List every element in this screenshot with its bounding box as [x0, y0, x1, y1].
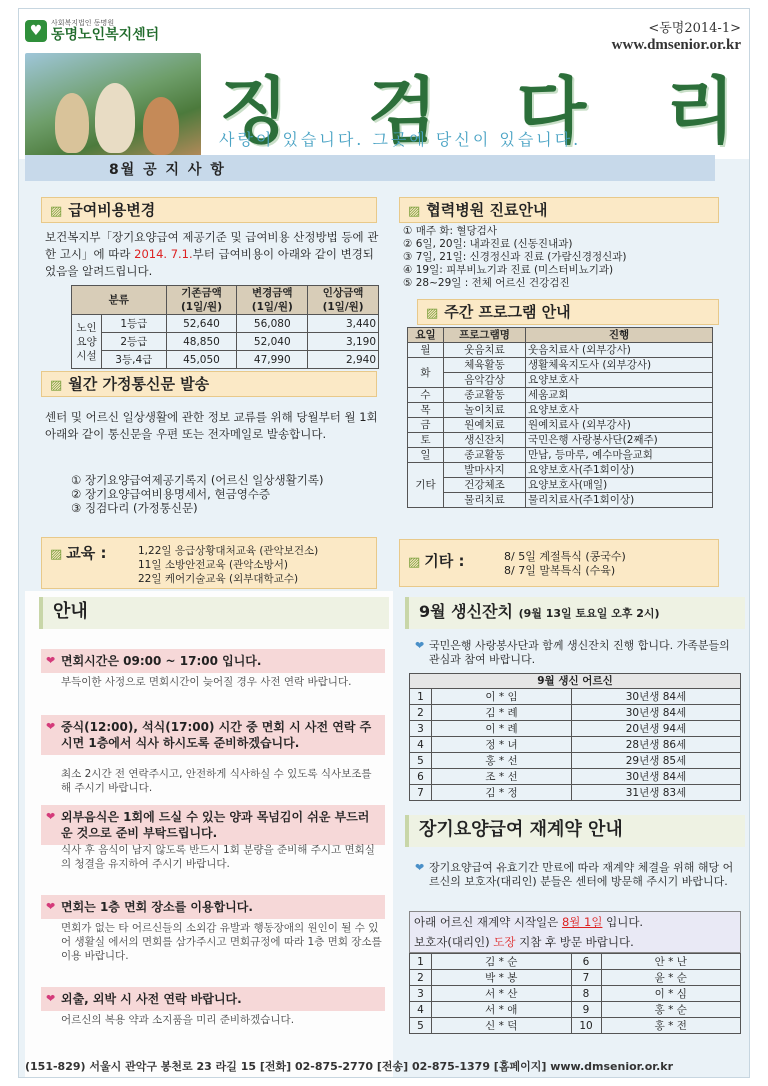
table-cell: 금: [408, 418, 444, 433]
title-char-2: 검: [367, 69, 442, 153]
table-cell: 2: [410, 970, 432, 986]
table-cell: 5: [410, 753, 432, 769]
table-cell: 45,050: [166, 351, 237, 369]
table-cell: 토: [408, 433, 444, 448]
table-cell: 1: [410, 954, 432, 970]
birthday-intro: [415, 639, 741, 667]
table-cell: 웃음치료: [444, 343, 526, 358]
header: [19, 9, 750, 159]
title-char-1: 징: [219, 69, 293, 153]
renewal-line-2-pre: 보호자(대리인): [414, 935, 494, 949]
heart-logo-icon: ♥: [25, 20, 47, 42]
table-cell: 9: [571, 1002, 601, 1018]
guide-item-2-title: [41, 715, 385, 755]
table-cell: 1등급: [102, 315, 167, 333]
org-subtitle: 사회복지법인 동명원: [51, 19, 115, 27]
list-item: ② 장기요양급여비용명세서, 현금영수증: [71, 487, 271, 501]
table-cell: 1: [410, 689, 432, 705]
table-cell: 정 * 녀: [432, 737, 572, 753]
table-cell: 56,080: [237, 315, 308, 333]
table-cell: 월: [408, 343, 444, 358]
guide-panel: [25, 591, 393, 1078]
table-cell: 김 * 례: [432, 705, 572, 721]
table-cell: 20년생 94세: [572, 721, 741, 737]
guide-item-5-body: 어르신의 복용 약과 소지품을 미리 준비하겠습니다.: [61, 1014, 295, 1026]
education-label: [50, 542, 107, 563]
birthday-table: [409, 673, 741, 801]
table-cell: 웃음치료사 (외부강사): [526, 343, 713, 358]
table-cell: 5: [410, 1018, 432, 1034]
guide-item-3-body: 식사 후 음식이 남지 않도록 반드시 1회 분량을 준비해 주시고 면회실의 청결을 유지하여 주시기 바랍니다.: [61, 844, 375, 870]
table-cell: 건강체조: [444, 478, 526, 493]
table-cell: 3,190: [308, 333, 379, 351]
birthday-table-title: 9월 생신 어르신: [410, 674, 741, 689]
heart-icon: ❤: [415, 861, 425, 874]
list-item: ③ 7일, 21일: 신경정신과 진료 (가람신경정신과): [403, 251, 627, 263]
pencil-icon: ▨: [408, 555, 421, 570]
table-cell: 6: [410, 769, 432, 785]
table-cell: 2: [410, 705, 432, 721]
title-char-4: 리: [665, 69, 739, 153]
table-cell: 원예치료사 (외부강사): [526, 418, 713, 433]
benefit-para-pre: 보건복지부「장기요양급여 제공기준 및 급여비용 산정방법 등에 관한 고시」에 따라: [45, 230, 379, 261]
etc-label: [408, 550, 465, 571]
education-box: [41, 537, 377, 589]
guide-item-title-text: 중식(12:00), 석식(17:00) 시간 중 면회 시 사전 연락 주시면 1층에서 식사 하시도록 준비하겠습니다.: [61, 720, 372, 750]
table-cell: 생활체육지도사 (외부강사): [526, 358, 713, 373]
benefit-heading: [41, 197, 377, 223]
table-cell: 4: [410, 1002, 432, 1018]
renewal-table: [409, 953, 741, 1034]
renewal-line-1: [414, 912, 740, 932]
elderly-photo: [25, 53, 201, 157]
table-cell: 물리치료: [444, 493, 526, 508]
newsletter-page: [18, 8, 750, 1078]
logo: [25, 19, 159, 43]
table-cell: 28년생 86세: [572, 737, 741, 753]
birthday-heading: [405, 597, 745, 629]
renewal-line-2: [414, 932, 740, 952]
table-cell: 목: [408, 403, 444, 418]
benefit-table: [71, 285, 379, 369]
heart-icon: ❤: [46, 720, 56, 733]
table-cell: 홍 * 전: [601, 1018, 741, 1034]
table-cell: 일: [408, 448, 444, 463]
table-cell: 3: [410, 986, 432, 1002]
guide-heading: 안내: [39, 597, 389, 629]
renewal-line-1-pre: 아래 어르신 재계약 시작일은: [414, 915, 562, 929]
list-item: ④ 19일: 피부비뇨기과 진료 (미스터비뇨기과): [403, 264, 614, 276]
table-cell: 발마사지: [444, 463, 526, 478]
list-item: 8/ 5일 계절특식 (콩국수): [504, 550, 626, 563]
weekly-th: 요일: [408, 328, 444, 343]
table-cell: 3등,4급: [102, 351, 167, 369]
table-cell: 7: [410, 785, 432, 801]
benefit-paragraph: [45, 229, 385, 280]
org-name: 동명노인복지센터: [51, 27, 160, 43]
weekly-heading-text: 주간 프로그램 안내: [444, 303, 571, 321]
table-cell: 2,940: [308, 351, 379, 369]
list-item: ① 장기요양급여제공기록지 (어르신 일상생활기록): [71, 473, 324, 487]
renewal-line-2-post: 지참 후 방문 바랍니다.: [515, 935, 634, 949]
pencil-icon: ▨: [408, 204, 421, 219]
table-cell: 7: [571, 970, 601, 986]
renewal-intro-text: 장기요양급여 유효기간 만료에 따라 재계약 체결을 위해 해당 어르신의 보호자(대리인) 분들은 센터에 방문해 주시기 바랍니다.: [429, 861, 734, 888]
footer-contact: (151-829) 서울시 관악구 봉천로 23 라길 15 [전화] 02-875-2770 [전송] 02-875-1379 [홈페이지] www.dmsenior.or.kr: [25, 1060, 674, 1073]
table-cell: 종교활동: [444, 448, 526, 463]
guide-item-5-title: [41, 987, 385, 1011]
guide-item-title-text: 외출, 외박 시 사전 연락 바랍니다.: [61, 992, 242, 1006]
table-cell: 30년생 84세: [572, 689, 741, 705]
issue-number: <동명2014-1>: [648, 21, 741, 36]
table-cell: 이 * 례: [432, 721, 572, 737]
list-item: ② 6일, 20일: 내과진료 (신동진내과): [403, 238, 573, 250]
table-cell: 3,440: [308, 315, 379, 333]
benefit-heading-text: 급여비용변경: [68, 201, 156, 219]
table-cell: 10: [571, 1018, 601, 1034]
table-cell: 요양보호사(매일): [526, 478, 713, 493]
etc-list: [504, 550, 626, 578]
newsletter-list: [71, 473, 391, 515]
table-cell: 세움교회: [526, 388, 713, 403]
table-cell: 수: [408, 388, 444, 403]
renewal-notice: [409, 911, 741, 953]
table-cell: 물리치료사(주1회이상): [526, 493, 713, 508]
hospital-heading: [399, 197, 719, 223]
renewal-date: 8월 1일: [561, 915, 603, 929]
table-cell: 만남, 등마루, 예수마을교회: [526, 448, 713, 463]
table-cell: 6: [571, 954, 601, 970]
renewal-heading: 장기요양급여 재계약 안내: [405, 815, 745, 847]
table-cell: 홍 * 선: [432, 753, 572, 769]
renewal-line-1-post: 입니다.: [602, 915, 644, 929]
table-cell: 서 * 애: [432, 1002, 572, 1018]
table-cell: 박 * 봉: [432, 970, 572, 986]
list-item: 11일 소방안전교육 (관악소방서): [138, 559, 288, 571]
hospital-heading-text: 협력병원 진료안내: [426, 201, 548, 219]
table-cell: 체육활동: [444, 358, 526, 373]
table-cell: 기타: [408, 463, 444, 508]
table-cell: 30년생 84세: [572, 769, 741, 785]
renewal-stamp: 도장: [493, 935, 516, 949]
guide-item-1-title: [41, 649, 385, 673]
list-item: 8/ 7일 말복특식 (수육): [504, 564, 616, 577]
newsletter-paragraph: 센터 및 어르신 일상생활에 관한 정보 교류를 위해 당월부터 월 1회 아래와 같이 통신문을 우편 또는 전자메일로 발송합니다.: [45, 410, 378, 441]
table-cell: 요양보호사: [526, 403, 713, 418]
benefit-th-1: 기존금액 (1일/원): [166, 286, 237, 315]
pencil-icon: ▨: [50, 204, 63, 219]
table-cell: 48,850: [166, 333, 237, 351]
guide-item-title-text: 면회시간은 09:00 ~ 17:00 입니다.: [61, 654, 262, 668]
list-item: ③ 징검다리 (가정통신문): [71, 501, 198, 515]
list-item: ⑤ 28~29일 : 전체 어르신 건강검진: [403, 277, 570, 289]
table-cell: 윤 * 순: [601, 970, 741, 986]
table-cell: 김 * 정: [432, 785, 572, 801]
etc-label-text: 기타 :: [424, 552, 465, 570]
heart-icon: ❤: [46, 900, 56, 913]
table-cell: 4: [410, 737, 432, 753]
table-cell: 3: [410, 721, 432, 737]
birthday-heading-sub: (9월 13일 토요일 오후 2시): [518, 607, 660, 620]
table-cell: 화: [408, 358, 444, 388]
table-cell: 원예치료: [444, 418, 526, 433]
table-cell: 요양보호사(주1회이상): [526, 463, 713, 478]
benefit-th-3: 인상금액 (1일/원): [308, 286, 379, 315]
pencil-icon: ▨: [50, 547, 63, 562]
heart-icon: ❤: [46, 992, 56, 1005]
table-cell: 안 * 난: [601, 954, 741, 970]
table-cell: 52,640: [166, 315, 237, 333]
newsletter-heading: [41, 371, 377, 397]
benefit-group-label: 노인 요양 시설: [72, 315, 102, 369]
benefit-date: 2014. 7.1.: [134, 247, 193, 261]
table-cell: 8: [571, 986, 601, 1002]
weekly-table: [407, 327, 713, 508]
weekly-th: 진행: [526, 328, 713, 343]
table-cell: 서 * 산: [432, 986, 572, 1002]
table-cell: 국민은행 사랑봉사단(2째주): [526, 433, 713, 448]
table-cell: 생신잔치: [444, 433, 526, 448]
title-char-3: 다: [516, 69, 591, 153]
heart-icon: ❤: [46, 810, 56, 823]
pencil-icon: ▨: [50, 378, 63, 393]
slogan: 사랑이 있습니다. 그곳에 당신이 있습니다.: [219, 130, 582, 149]
birthday-intro-text: 국민은행 사랑봉사단과 함께 생신잔치 진행 합니다. 가족분들의 관심과 참여 바랍니다.: [429, 639, 730, 666]
table-cell: 이 * 심: [601, 986, 741, 1002]
guide-item-title-text: 면회는 1층 면회 장소를 이용합니다.: [61, 900, 253, 914]
table-cell: 29년생 85세: [572, 753, 741, 769]
list-item: 22일 케어기술교육 (외부대학교수): [138, 573, 299, 585]
etc-box: [399, 539, 719, 587]
table-cell: 30년생 84세: [572, 705, 741, 721]
education-list: [138, 544, 318, 586]
guide-item-4-title: [41, 895, 385, 919]
table-cell: 요양보호사: [526, 373, 713, 388]
heart-icon: ❤: [46, 654, 56, 667]
table-cell: 31년생 83세: [572, 785, 741, 801]
guide-item-title-text: 외부음식은 1회에 드실 수 있는 양과 목넘김이 쉬운 부드러운 것으로 준비 부탁드립니다.: [61, 810, 370, 840]
table-cell: 김 * 순: [432, 954, 572, 970]
education-label-text: 교육 :: [66, 544, 107, 562]
table-cell: 52,040: [237, 333, 308, 351]
table-cell: 놀이치료: [444, 403, 526, 418]
table-cell: 종교활동: [444, 388, 526, 403]
list-item: ① 매주 화: 혈당검사: [403, 225, 497, 237]
guide-item-3-title: [41, 805, 385, 845]
pencil-icon: ▨: [426, 306, 439, 321]
newsletter-heading-text: 월간 가정통신문 발송: [68, 375, 210, 393]
weekly-th: 프로그램명: [444, 328, 526, 343]
table-cell: 홍 * 순: [601, 1002, 741, 1018]
table-cell: 47,990: [237, 351, 308, 369]
renewal-intro: [415, 861, 741, 889]
guide-item-2-body: 최소 2시간 전 연락주시고, 안전하게 식사하실 수 있도록 식사보조를 해 주시기 바랍니다.: [61, 768, 372, 794]
table-cell: 신 * 덕: [432, 1018, 572, 1034]
guide-item-4-body: 면회가 없는 타 어르신들의 소외감 유발과 행동장애의 원인이 될 수 있어 생활실 에서의 면회를 삼가주시고 면회규정에 따라 1층 면회 장소를 이용 바랍니다.: [61, 922, 382, 962]
benefit-th-2: 변경금액 (1일/원): [237, 286, 308, 315]
notice-bar-label: 8월 공 지 사 항: [109, 162, 226, 178]
table-cell: 음악감상: [444, 373, 526, 388]
table-cell: 조 * 선: [432, 769, 572, 785]
heart-icon: ❤: [415, 639, 425, 652]
website-url[interactable]: www.dmsenior.or.kr: [611, 37, 741, 53]
guide-item-1-body: 부득이한 사정으로 면회시간이 늦어질 경우 사전 연락 바랍니다.: [61, 676, 352, 688]
list-item: 1,22일 응급상황대처교육 (관악보건소): [138, 545, 319, 557]
birthday-heading-text: 9월 생신잔치: [419, 602, 513, 621]
table-cell: 이 * 임: [432, 689, 572, 705]
weekly-heading: [417, 299, 719, 325]
hospital-list: [403, 225, 733, 290]
table-cell: 2등급: [102, 333, 167, 351]
benefit-th-0: 분류: [72, 286, 167, 315]
notice-bar: [25, 155, 715, 181]
benefit-para-post: 부터 급여비용이 아래와 같이 변경되었음을 알려드립니다.: [45, 247, 374, 278]
